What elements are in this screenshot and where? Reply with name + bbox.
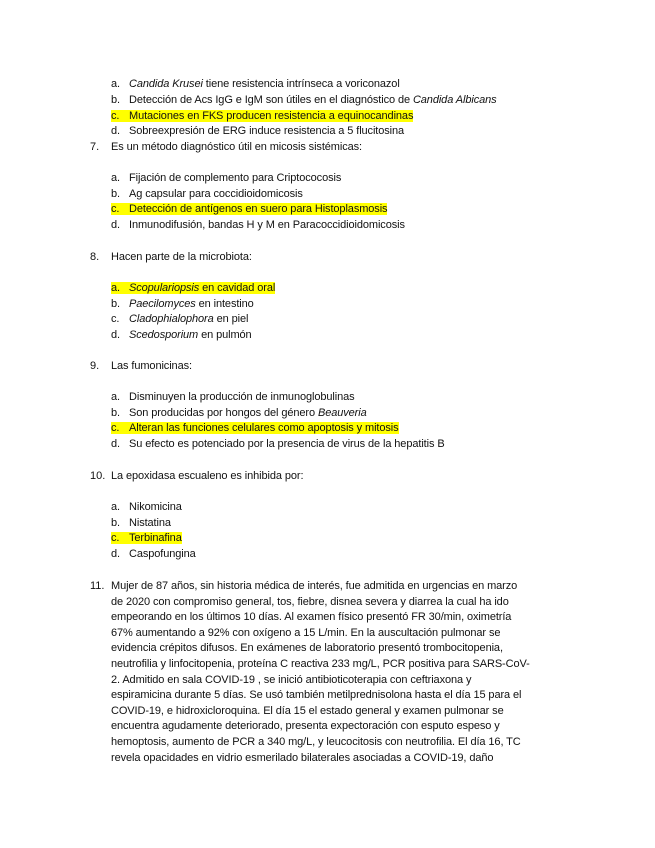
q11-line: empeorando en los últimos 10 días. Al examen físico presentó FR 30/min, oximetría [111,611,512,624]
q10-question: La epoxidasa escualeno es inhibida por: [111,470,304,482]
q9-question: Las fumonicinas: [111,360,192,372]
q9-option-a: a. Disminuyen la producción de inmunoglobulinas [111,391,355,403]
q6-option-a: a. Candida Krusei tiene resistencia intrínseca a voriconazol [111,78,400,90]
q8-option-d: d. Scedosporium en pulmón [111,329,252,341]
q10-option-d: d. Caspofungina [111,548,196,560]
q11-line: espiramicina durante 5 días. Se usó también metilprednisolona hasta el día 15 para el [111,689,522,702]
q11-line: COVID-19, e hidroxicloroquina. El día 15 el estado general y examen pulmonar se [111,704,504,717]
q10-option-a: a. Nikomicina [111,501,182,513]
q8-option-b: b. Paecilomyces en intestino [111,298,254,310]
q7-option-d: d. Inmunodifusión, bandas H y M en Paracoccidioidomicosis [111,219,405,231]
q9-option-c-answer: c. Alteran las funciones celulares como apoptosis y mitosis [111,422,399,434]
q11-line: 67% aumentando a 92% con oxígeno a 15 L/min. En la auscultación pulmonar se [111,626,501,639]
q10-option-b: b. Nistatina [111,517,171,529]
q11-line: de 2020 con compromiso general, tos, fiebre, disnea severa y diarrea la cual ha ido [111,595,509,608]
q7-option-b: b. Ag capsular para coccidioidomicosis [111,188,303,200]
q11-line: 2. Admitido en sala COVID-19 , se inició antibioticoterapia con ceftriaxona y [111,673,472,686]
q10-number: 10. [90,470,106,482]
q11-line: Mujer de 87 años, sin historia médica de interés, fue admitida en urgencias en marzo [111,580,518,592]
q7-question: Es un método diagnóstico útil en micosis sistémicas: [111,141,362,153]
q6-option-b: b. Detección de Acs IgG e IgM son útiles en el diagnóstico de Candida Albicans [111,94,497,106]
q11-line: neutrofilia y linfocitopenia, proteína C reactiva 233 mg/L, PCR positiva para SARS-CoV- [111,657,530,670]
q8-option-a-answer: a. Scopulariopsis en cavidad oral [111,282,276,294]
q11-case-text [111,579,561,766]
q7-option-a: a. Fijación de complemento para Criptococosis [111,172,342,184]
q11-line: hemoptosis, aumento de PCR a 340 mg/L, y leucocitosis con neutrofilia. El día 16, TC [111,735,521,748]
q8-number: 8. [90,251,100,263]
q10-option-c-answer: c. Terbinafina [111,532,182,544]
q7-option-c-answer: c. Detección de antígenos en suero para Histoplasmosis [111,203,388,215]
q9-number: 9. [90,360,100,372]
q11-number: 11. [90,580,105,592]
q8-option-c: c. Cladophialophora en piel [111,313,249,325]
q8-question: Hacen parte de la microbiota: [111,251,252,263]
q6-option-d: d. Sobreexpresión de ERG induce resistencia a 5 flucitosina [111,125,405,137]
q6-option-c-answer: c. Mutaciones en FKS producen resistencia a equinocandinas [111,110,414,122]
q9-option-d: d. Su efecto es potenciado por la presencia de virus de la hepatitis B [111,438,445,450]
q9-option-b: b. Son producidas por hongos del género Beauveria [111,407,367,419]
q11-line: revela opacidades en vidrio esmerilado bilaterales asociadas a COVID-19, daño [111,751,494,764]
q11-line: encuentra agudamente deteriorado, presenta expectoración con esputo espeso y [111,720,500,733]
q7-number: 7. [90,141,100,153]
q11-line: evidencia crépitos difusos. En exámenes de laboratorio presentó trombocitopenia, [111,642,503,655]
